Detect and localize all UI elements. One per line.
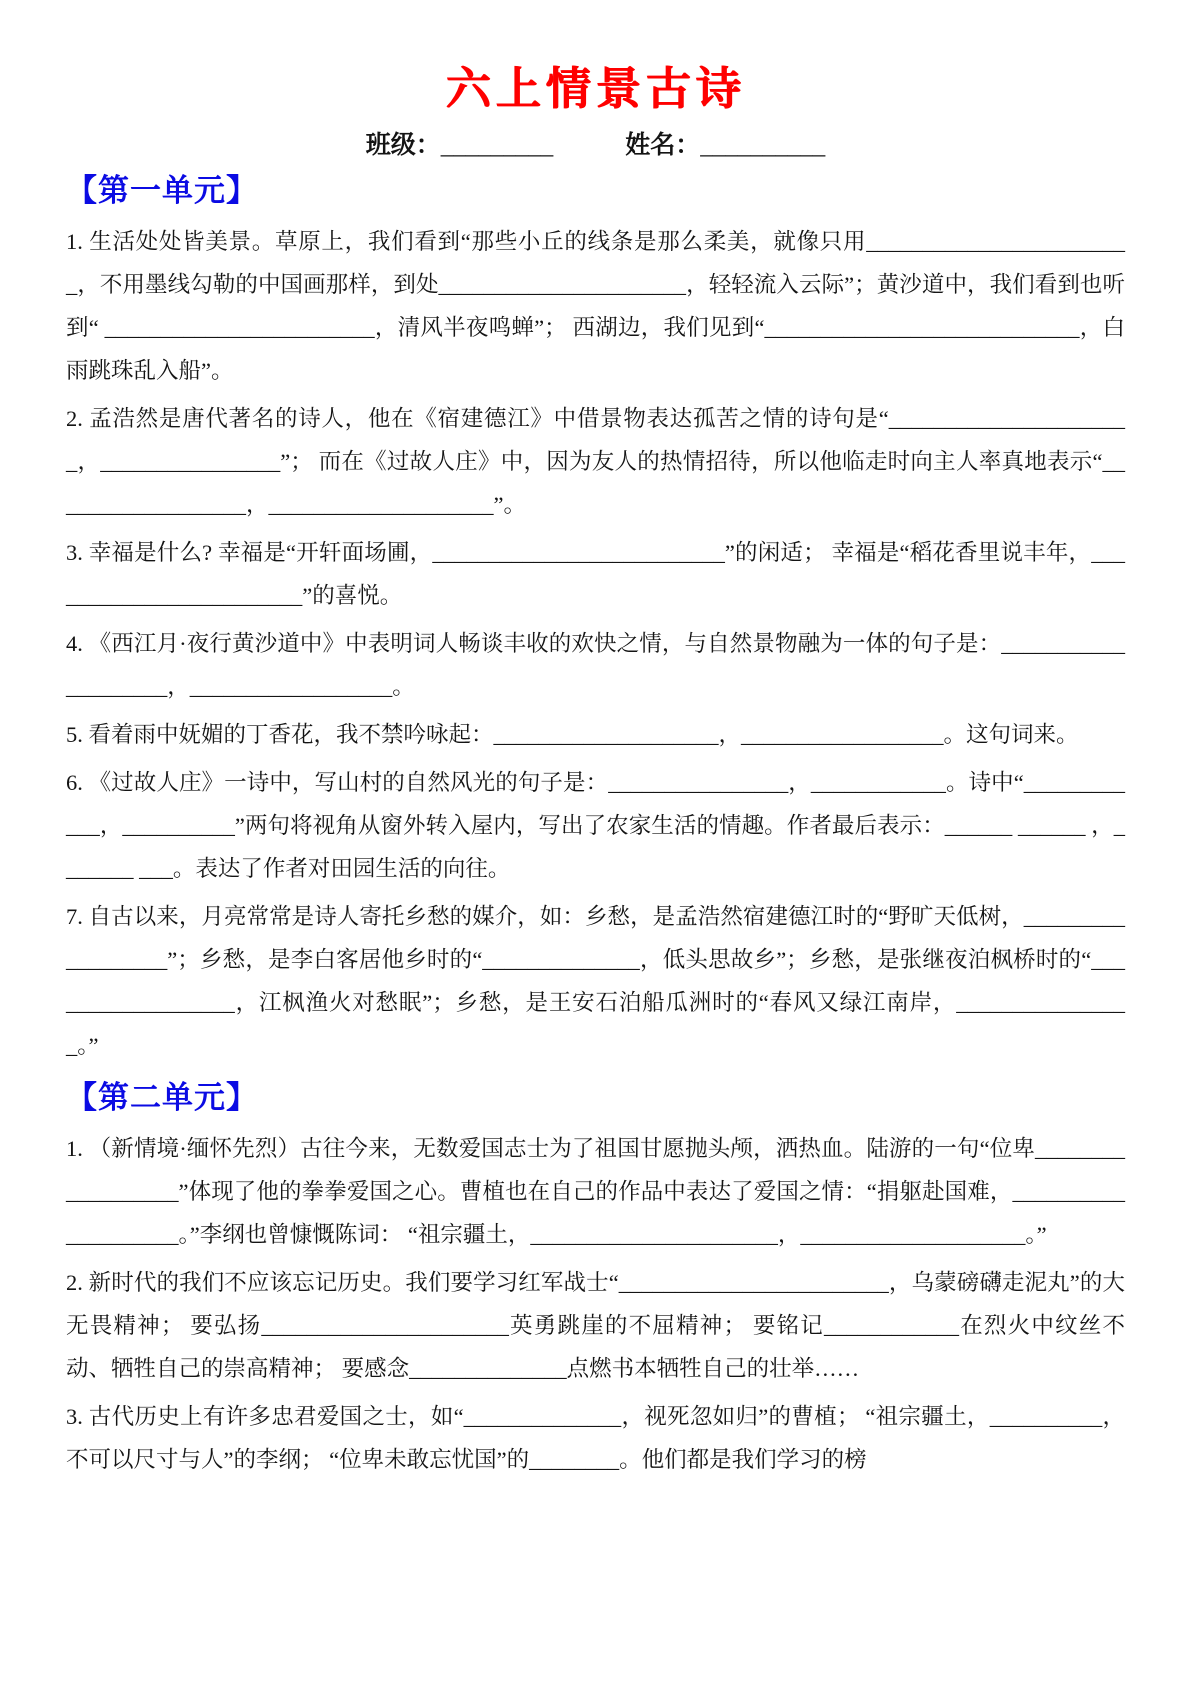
section-heading-unit-2: 【第二单元】 [66,1080,258,1115]
unit2-question-1: 1. （新情境·缅怀先烈）古往今来，无数爱国志士为了祖国甘愿抛头颅，洒热血。陆游的一句“位卑__________________”体现了他的拳拳爱国之心。曹植也在自己的作品中表达了爱国之情：“捐躯赴国难，____________________。”李纲也曾慷慨陈词： “祖宗疆土，______________________，____________________。” [66,1136,1125,1247]
unit1-question-3: 3. 幸福是什么? 幸福是“开轩面场圃，__________________________”的闲适； 幸福是“稻花香里说丰年，________________________”的喜悦。 [66,540,1125,608]
section-heading-unit-1: 【第一单元】 [66,173,258,208]
class-label: 班级： [365,132,441,159]
section-unit-1 [66,165,1125,1067]
name-blank-line: __________ [700,132,826,159]
section-unit-2 [66,1072,1125,1481]
student-info-row [66,125,1125,161]
unit1-question-7: 7. 自古以来，月亮常常是诗人寄托乡愁的媒介，如：乡愁，是孟浩然宿建德江时的“野旷天低树，__________________”；乡愁，是李白客居他乡时的“______________，低头思故乡”；乡愁，是张继夜泊枫桥时的“__________________，江枫渔火对愁眠”；乡愁，是王安石泊船瓜洲时的“春风又绿江南岸，________________。” [66,904,1125,1058]
unit1-question-4: 4. 《西江月·夜行黄沙道中》中表明词人畅谈丰收的欢快之情，与自然景物融为一体的句子是：____________________，__________________。 [66,631,1125,699]
name-label: 姓名： [625,132,701,159]
name-field [625,125,825,161]
unit2-question-3: 3. 古代历史上有许多忠君爱国之士，如“______________，视死忽如归”的曹植； “祖宗疆土，__________，不可以尺寸与人”的李纲； “位卑未敢忘忧国”的________。他们都是我们学习的榜 [66,1404,1125,1472]
unit1-question-2: 2. 孟浩然是唐代著名的诗人，他在《宿建德江》中借景物表达孤苦之情的诗句是“______________________，________________”； 而在《过故人庄》中，因为友人的热情招待，所以他临走时向主人率真地表示“__________________，____________________”。 [66,406,1125,517]
unit2-question-2: 2. 新时代的我们不应该忘记历史。我们要学习红军战士“________________________，乌蒙磅礴走泥丸”的大无畏精神； 要弘扬______________________英勇跳崖的不屈精神； 要铭记____________在烈火中纹丝不动、牺牲自己的崇高精神； 要感念______________点燃书本牺牲自己的壮举…… [66,1270,1125,1381]
class-field [366,125,554,161]
unit1-question-1: 1. 生活处处皆美景。草原上，我们看到“那些小丘的线条是那么柔美，就像只用________________________，不用墨线勾勒的中国画那样，到处______________________，轻轻流入云际”；黄沙道中，我们看到也听到“ ________________________，清风半夜鸣蝉”； 西湖边，我们见到“____________________________，白雨跳珠乱入船”。 [66,229,1125,383]
class-blank-line: _________ [440,132,554,159]
unit1-question-6: 6. 《过故人庄》一诗中，写山村的自然风光的句子是：________________，____________。诗中“____________，__________”两句将视角从窗外转入屋内，写出了农家生活的情趣。作者最后表示：______ ______ ，_______ ___。表达了作者对田园生活的向往。 [66,770,1125,881]
unit1-question-5: 5. 看着雨中妩媚的丁香花，我不禁吟咏起：____________________，__________________。这句词来。 [66,722,1079,747]
page-title: 六上情景古诗 [445,64,746,114]
